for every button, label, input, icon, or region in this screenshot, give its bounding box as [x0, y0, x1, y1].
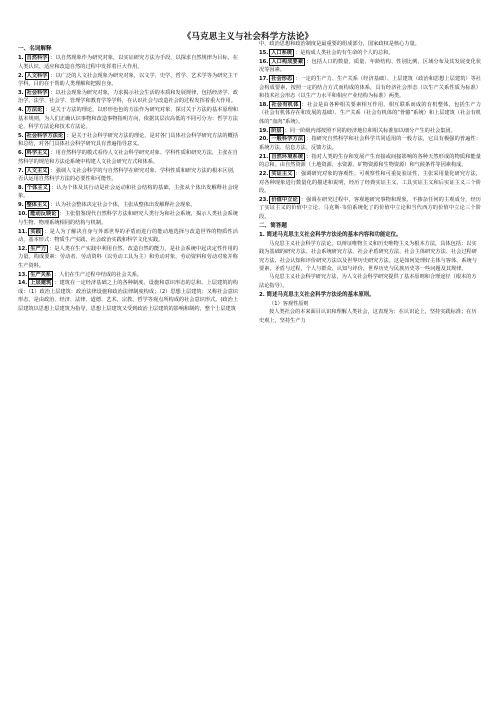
- answer-heading: 1. 简述马克思主义社会科学方法论的基本内容和功能定位。: [259, 232, 402, 239]
- entry-term: 实证主义: [271, 171, 293, 178]
- entry-term: 实践: [30, 228, 42, 235]
- entry-number: 5.: [18, 133, 24, 140]
- answer-paragraph: 马克思主义社会科学方法论，以辩证唯物主义和历史唯物主义为根本方法，具体包括：以实践为基础的研究方法、社会系统研究方法、社会矛盾研究方法、社会主体研究方法、社会过程研究方法、社会认知和评价研究方法以及世界历史研究方法。这是如何处理好主体与客体、系统与要素、矛盾与过程、个人与群众、认知与评价、世界历史与民族历史等一些问题及其规律。: [259, 240, 477, 273]
- entry-definition: ：以自然现象作为研究对象，以实证研究方法为手段，以探求自然规律为目标，在人类认识、适应和改造自然的过程中发挥着巨大作用。: [18, 55, 238, 70]
- entry-definition: ：主张借鉴现代自然科学方法和研究人类行为和社会系统，揭示人类社会系统与生物、物理系统相同的结构与机制。: [18, 211, 238, 226]
- entry-term: 价值中立论: [271, 196, 298, 203]
- definition-entry: [259, 75, 481, 100]
- short-answer-list: [259, 231, 481, 324]
- entry-definition: ：一定的生产力、生产关系（经济基础）、上层建筑（政治和思想上层建筑）等社会构成要素，按照一定的结合方式而构成的体系，具有经济社会形态（以生产关系性质为标准）和技术社会形态（以生产力水平和相应产业结构为标准）两类。: [259, 76, 481, 99]
- entry-definition: ：认为个体及其行动是社会运动和社会结构的基础，主张从个体出发解释社会现象。: [18, 185, 238, 200]
- entry-definition: ：用自然科学的模式看待人文社会科学研究对象、学科性质和研究方法，主张在自然科学的规范和方法论系统中构建人文社会研究方式和体系。: [18, 150, 238, 165]
- entry-number: 7.: [18, 167, 24, 174]
- definition-entry: [18, 54, 238, 71]
- definition-entry: [259, 170, 481, 195]
- definition-entry: [18, 149, 238, 166]
- entry-term: 一般科学方法: [271, 136, 304, 143]
- entry-number: 11.: [18, 228, 28, 235]
- definition-entry: [18, 245, 238, 270]
- definition-entry: [18, 228, 238, 245]
- entry-number: 4.: [18, 107, 24, 114]
- definition-list-right: [259, 40, 481, 221]
- entry-term: 社会科学方法论: [26, 133, 64, 140]
- entry-term: 人口系统: [271, 49, 292, 56]
- definition-entry: [259, 58, 481, 75]
- entry-term: 生产关系: [30, 271, 51, 278]
- entry-definition: ：社会是由各种相关要素相互作用、相互联系而成的有机整体，包括生产力（社会有机体存在和发展的基础）、生产关系（社会有机体的“骨骼”系统）和上层建筑（社会有机体的“血肉”系统）。: [259, 101, 481, 125]
- entry-number: 16.: [259, 58, 269, 65]
- definition-entry: [18, 72, 238, 89]
- definition-entry: [259, 127, 481, 135]
- entry-number: 9.: [18, 202, 24, 209]
- definition-entry: [259, 49, 481, 57]
- entry-term: 能动反映论: [30, 211, 57, 218]
- definition-entry: [259, 153, 481, 170]
- entry-definition: ：是构成人类社会的有生命的个人的总和。: [294, 49, 394, 56]
- definition-entry: [18, 132, 238, 149]
- entry-term: 社会形态: [271, 76, 293, 83]
- entry-number: 19.: [259, 127, 269, 134]
- entry-definition: ：同一阶级内部按照不同的经济地位和相关标准加以细分产生的社会集团。: [284, 127, 456, 134]
- definition-entry: [18, 279, 238, 313]
- entry-term: 自然科学: [26, 55, 48, 62]
- answer-heading: 2. 简述马克思主义社会科学方法论的基本原则。: [259, 292, 375, 299]
- answer-paragraph: 按人类社会的本来面目认识和理解人类社会，这表现为：在认识论上，坚持实践标准；在历史观上，坚持生产力: [259, 309, 477, 324]
- entry-definition: ：包括人口的数量、质量、年龄结构、性别比例、区域分布及其发展变化状况等因素。: [259, 58, 481, 74]
- entry-number: 15.: [259, 49, 269, 56]
- entry-number: 1.: [18, 55, 24, 62]
- section-heading-definitions: 一、名词解释: [18, 46, 52, 52]
- entry-definition: ：以广泛的人文社会现象为研究对象，以文学、史学、哲学、艺术学等为研究主干学科，目的在于帮助人类理解和把握自身。: [18, 72, 238, 88]
- entry-definition: ：强调人文社会科学的与自然科学在研究对象、学科性质和研究方法的根本区别，否认运用自然科学方法的必要性和可能性。: [18, 167, 238, 183]
- entry-term: 科学主义: [26, 150, 48, 157]
- entry-term: 生产力: [30, 245, 47, 252]
- entry-definition: ：强调在研究过程中，客观地研究事物和现象，不掺杂任何的主观成分，经历了实证主义的价值中立论、马克斯·韦伯系统化了的价值中立论和当代西方的价值中立论三个阶段。: [259, 196, 481, 220]
- entry-term: 人文主义: [26, 167, 48, 174]
- document-title: 《马克思主义与社会科学方法论》: [182, 32, 314, 42]
- entry-term: 社会有机体: [271, 101, 299, 108]
- definition-entry: [259, 135, 481, 152]
- entry-term: 上层建筑: [30, 280, 52, 287]
- definition-entry: [18, 271, 238, 279]
- section-heading-short-answers: 二、简答题: [259, 223, 287, 230]
- entry-definition: ：指对人类的生存和发展产生直接或间接影响的各种天然形成的物质和能量的总和。由自然资源（土地资源、水资源、矿物资源和生物资源）和气候条件等因素构成。: [259, 153, 481, 169]
- entry-term: 人文科学: [26, 72, 48, 79]
- entry-term: 个体主义: [26, 185, 49, 191]
- definition-entry: [18, 210, 238, 227]
- entry-term: 整体主义: [26, 202, 48, 209]
- definition-entry: [18, 201, 238, 209]
- entry-definition: ：认为社会整体决定社会个体，主张从整体出发解释社会现象。: [50, 202, 196, 209]
- entry-number: 6.: [18, 150, 24, 157]
- entry-number: 12.: [18, 245, 28, 252]
- entry-number: 22.: [259, 171, 269, 178]
- entry-number: 13.: [18, 271, 28, 278]
- entry-definition: ：强调研究对象的客观性、可观察性和可重复验证性，主张采用量化研究方法，对各种现象进行数量化的描述和说明，经历了经典实证主义、工具实证主义和后实证主义三个阶段。: [259, 171, 481, 194]
- definition-entry: [18, 167, 238, 184]
- entry-number: 2.: [18, 72, 24, 79]
- entry-definition: ：建筑在一定经济基础之上的各种制度、设施和意识形态的总和。上层建筑的构成：（1）政治上层建筑：政治法律设施和政治法律制度构成；（2）思想上层建筑：又称社会意识形态，是由政治、经济、法律、道德、艺术、宗教、哲学等观点所构成的社会意识形式。(政治上层建筑以思想上层建筑为指导，思想上层建筑又受到政治上层建筑的影响和制约，整个上层建筑: [18, 280, 238, 312]
- entry-number: 17.: [259, 76, 269, 83]
- entry-number: 20.: [259, 136, 269, 143]
- definition-list-left: [18, 54, 238, 313]
- entry-term: 方法论: [26, 107, 43, 114]
- entry-definition: ：是人为了解决自身与外部世界的矛盾而进行的能动地选择与改造世界的物质性活动，基本形式：物质生产实践、社会政治实践和科学文化实践。: [18, 228, 238, 243]
- entry-number: 8.: [18, 185, 24, 191]
- entry-term: 社会科学: [26, 90, 48, 97]
- entry-number: 3.: [18, 90, 24, 97]
- entry-number: 14.: [18, 280, 28, 287]
- entry-number: 18.: [259, 101, 269, 108]
- entry-number: 10.: [18, 211, 28, 218]
- definition-entry: [259, 101, 481, 126]
- entry-definition: ：以社会现象为研究对象，力求揭示社会生活的本质和发展规律，包括经济学、政治学、法学、社会学、管理学和教育学等学科，在认识社会与改造社会的过程发挥着重大作用。: [18, 90, 238, 105]
- entry-term: 阶层: [271, 127, 282, 134]
- entry-definition: ：是关于方法的理论，以形形色色的方法作为研究对象，探讨关于方法的基本原理和基本规则，为人们正确认识事物和改造事物指明方向，依据其层次高低的不同可分为：哲学方法论、科学方法论和技术方法论。: [18, 107, 238, 131]
- right-column: [259, 40, 481, 325]
- entry-term: 人口构成要素: [271, 58, 304, 65]
- answer-block: [259, 291, 481, 325]
- definition-entry: [259, 196, 481, 221]
- entry-number: 21.: [259, 153, 269, 160]
- definition-entry: [18, 184, 238, 201]
- answer-block: [259, 231, 481, 290]
- entry-definition: 中，政治思想和政治制度是最重要的组成部分，国家政权是核心力量。: [259, 41, 420, 47]
- entry-definition: ：是人类在生产实践中利用自然、改造自然的能力，是社会系统中起决定性作用的力量。构成要素：劳动者、劳动资料（以劳动工具为主）和劳动对象，劳动资料和劳动对象并称生产资料。: [18, 245, 238, 269]
- entry-number: 23.: [259, 196, 269, 203]
- entry-definition: ：人们在生产过程中结成的社会关系。: [53, 271, 143, 278]
- definition-entry: [18, 106, 238, 131]
- entry-definition: ：是关于社会科学研究方法的理论，是对各门具体社会科学研究方法的概括和总结，对各门具体社会科学研究具有普遍指导意义。: [18, 133, 238, 148]
- answer-paragraph: （1）客观性原则: [269, 300, 309, 307]
- definition-entry: [18, 89, 238, 106]
- entry-definition: ：指研究自然科学和社会科学共同适用的一般方法，它具有极强的普遍性：系统方法、信息方法、反馈方法。: [259, 136, 481, 151]
- entry-term: 自然环境系统: [271, 153, 304, 160]
- definition-entry: [259, 40, 481, 48]
- left-column: [18, 44, 238, 314]
- answer-paragraph: 马克思主义社会科学研究方法，为人文社会科学研究提供了基本原则和合理途径（根本的方法论指导）。: [259, 274, 477, 289]
